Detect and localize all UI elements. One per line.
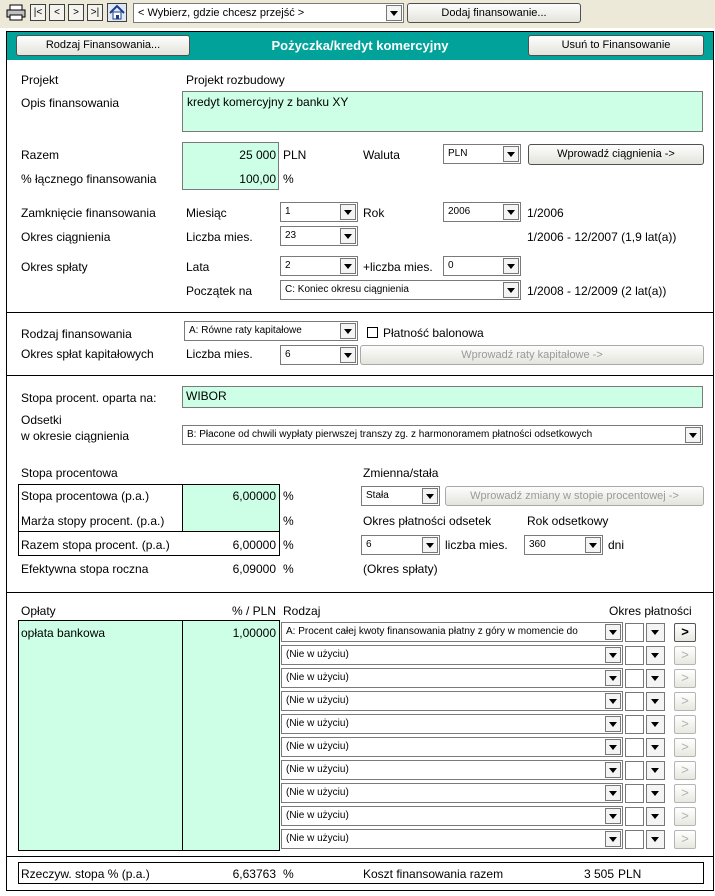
chevron-down-icon [340,347,356,363]
plus-months-label: +liczba mies. [363,260,433,274]
fee-period-dropdown[interactable] [646,830,665,849]
print-icon[interactable] [6,4,26,21]
total-rate-label: Razem stopa procent. (p.a.) [21,538,170,552]
month-label: Miesiąc [186,206,227,220]
fee-type-value: (Nie w użyciu) [286,741,349,752]
fee-period-field[interactable] [625,646,644,665]
balloon-label: Płatność balonowa [383,326,484,340]
fee-type-select[interactable] [281,691,623,711]
fee-type-select[interactable] [281,668,623,688]
fee-details-button[interactable]: > [674,807,696,826]
divider [18,531,280,532]
chevron-down-icon [503,258,519,274]
chevron-down-icon [585,537,601,553]
rate-unit: % [283,489,294,503]
chevron-down-icon [605,785,621,801]
fee-details-button[interactable]: > [674,646,696,665]
financing-type-button[interactable]: Rodzaj Finansowania... [16,35,190,56]
years-label: Lata [186,260,210,274]
chevron-down-icon [386,5,402,21]
margin-unit: % [283,514,294,528]
fee-type-value: (Nie w użyciu) [286,787,349,798]
draw-months-select[interactable]: 23 [280,226,358,246]
fees-header: Opłaty [21,604,56,618]
prev-record-button[interactable]: < [49,4,65,21]
margin-label: Marża stopy procent. (p.a.) [21,514,165,528]
interest-draw-select[interactable]: B: Płacone od chwili wypłaty pierwszej transzy zg. z harmonoramem płatności odsetkowych [182,425,703,445]
fee-type-select[interactable] [281,714,623,734]
chevron-down-icon [685,427,701,443]
project-value: Projekt rozbudowy [186,73,285,87]
fee-details-button[interactable]: > [674,784,696,803]
month-select[interactable]: 1 [280,202,358,222]
total-label: Razem [21,148,60,162]
chevron-down-icon [605,716,621,732]
enter-installments-button[interactable]: Wprowadź raty kapitałowe -> [360,345,704,365]
fee-details-button[interactable]: > [674,830,696,849]
fees-type-header: Rodzaj [283,604,321,618]
rate-basis-field[interactable]: WIBOR [182,386,703,408]
fee-period-dropdown[interactable] [646,784,665,803]
divider [7,856,713,857]
repay-years-select[interactable]: 2 [280,256,358,276]
repay-months-select[interactable]: 0 [443,256,521,276]
fee-name: opłata bankowa [21,626,106,640]
fee-type-value: (Nie w użyciu) [286,672,349,683]
chevron-down-icon [422,537,438,553]
real-rate-label: Rzeczyw. stopa % (p.a.) [21,867,150,881]
percent-financing-label: % łącznego finansowania [21,172,157,186]
year-label: Rok [363,206,385,220]
year-basis-label: Rok odsetkowy [527,514,609,528]
fee-period-dropdown[interactable] [646,623,665,642]
year-select[interactable]: 2006 [443,202,521,222]
fee-period-dropdown[interactable] [646,738,665,757]
total-value: 25 000 [239,148,276,162]
fee-period-dropdown[interactable] [646,646,665,665]
divider [182,620,183,851]
fee-type-select[interactable] [281,645,623,665]
fee-period-field[interactable] [625,623,644,642]
chevron-down-icon [605,670,621,686]
description-label: Opis finansowania [21,96,120,110]
draw-months-label: Liczba mies. [186,230,253,244]
interest-draw-label: w okresie ciągnienia [21,429,130,443]
divider [7,312,713,313]
currency-select[interactable]: PLN [443,144,521,164]
financing-type-select[interactable]: A: Równe raty kapitałowe [184,321,358,341]
page-title: Pożyczka/kredyt komercyjny [271,38,449,53]
interest-period-label: Okres płatności odsetek [363,514,492,528]
fees-table[interactable] [18,620,280,851]
capital-months-select[interactable]: 6 [280,345,358,365]
interest-period-select[interactable]: 6 [361,535,440,555]
real-rate-value: 6,63763 [232,867,276,881]
financing-type-label: Rodzaj finansowania [21,327,132,341]
first-record-button[interactable]: |< [30,4,46,21]
cost-value: 3 505 [583,867,614,881]
divider [7,375,713,376]
next-record-button[interactable]: > [68,4,84,21]
fee-type-select[interactable] [281,622,623,642]
close-result: 1/2006 [527,206,564,220]
fee-period-field[interactable] [625,807,644,826]
chevron-down-icon [605,831,621,847]
fee-type-select[interactable] [281,760,623,780]
fee-period-field[interactable] [625,692,644,711]
repay-period-note: (Okres spłaty) [363,562,438,576]
fee-details-button[interactable]: > [674,623,696,642]
fees-value-header: % / PLN [231,604,276,618]
fee-period-dropdown[interactable] [646,692,665,711]
days-label: dni [608,538,625,552]
rate-heading: Stopa procentowa [21,466,118,480]
variable-fixed-heading: Zmienna/stała [363,466,439,480]
fee-details-button[interactable]: > [674,715,696,734]
fee-period-field[interactable] [625,738,644,757]
fee-details-button[interactable]: > [674,669,696,688]
chevron-down-icon [605,739,621,755]
start-label: Początek na [186,284,253,298]
total-unit: PLN [283,148,307,162]
draw-result: 1/2006 - 12/2007 (1,9 lat(a)) [527,230,677,244]
chevron-down-icon [340,323,356,339]
cost-label: Koszt finansowania razem [363,867,504,881]
rate-value: 6,00000 [232,489,276,503]
effective-rate-value: 6,09000 [232,562,276,576]
interest-months-label: liczba mies. [445,538,508,552]
fee-type-value: (Nie w użyciu) [286,833,349,844]
last-record-button[interactable]: >| [87,4,103,21]
percent-financing-value: 100,00 [239,172,276,186]
fee-type-select[interactable] [281,783,623,803]
navigation-select[interactable]: < Wybierz, gdzie chcesz przejść > [133,3,404,23]
chevron-down-icon [340,258,356,274]
currency-label: Waluta [363,148,400,162]
close-financing-label: Zamknięcie finansowania [21,206,156,220]
fee-period-dropdown[interactable] [646,669,665,688]
repay-period-label: Okres spłaty [21,260,88,274]
top-toolbar [0,0,715,28]
fee-details-button[interactable]: > [674,738,696,757]
chevron-down-icon [605,762,621,778]
fee-period-field[interactable] [625,669,644,688]
interest-label: Odsetki [21,413,62,427]
effective-rate-unit: % [283,562,294,576]
start-select[interactable]: C: Koniec okresu ciągnienia [280,280,521,300]
project-label: Projekt [21,73,59,87]
chevron-down-icon [340,204,356,220]
chevron-down-icon [605,693,621,709]
total-rate-unit: % [283,538,294,552]
cost-unit: PLN [618,867,642,881]
chevron-down-icon [605,647,621,663]
fee-type-select[interactable] [281,806,623,826]
year-basis-select[interactable]: 360 [524,535,603,555]
balloon-checkbox[interactable] [367,327,378,338]
rate-label: Stopa procentowa (p.a.) [21,489,150,503]
delete-financing-button[interactable]: Usuń to Finansowanie [528,35,704,56]
capital-months-label: Liczba mies. [186,347,253,361]
repay-result: 1/2008 - 12/2009 (2 lat(a)) [527,284,667,298]
fees-period-header: Okres płatności [609,604,692,618]
fee-period-dropdown[interactable] [646,715,665,734]
fee-details-button[interactable]: > [674,692,696,711]
fee-type-value: (Nie w użyciu) [286,649,349,660]
capital-period-label: Okres spłat kapitałowych [21,347,154,361]
description-field[interactable]: kredyt komercyjny z banku XY [182,91,703,132]
effective-rate-label: Efektywna stopa roczna [21,562,149,576]
fee-period-field[interactable] [625,715,644,734]
fee-type-value: A: Procent całej kwoty finansowania płatny z góry w momencie do [286,626,578,637]
draw-period-label: Okres ciągnienia [21,230,111,244]
home-icon[interactable] [107,3,127,22]
fee-type-value: (Nie w użyciu) [286,810,349,821]
enter-draws-button[interactable]: Wprowadź ciągnienia -> [528,144,704,165]
chevron-down-icon [422,488,438,504]
fee-period-dropdown[interactable] [646,761,665,780]
chevron-down-icon [605,624,621,640]
fixed-variable-select[interactable]: Stała [361,486,440,506]
fee-period-field[interactable] [625,761,644,780]
chevron-down-icon [605,808,621,824]
fee-period-field[interactable] [625,784,644,803]
fee-type-select[interactable] [281,737,623,757]
chevron-down-icon [340,228,356,244]
percent-unit: % [283,172,294,186]
fee-period-field[interactable] [625,830,644,849]
rate-changes-button[interactable]: Wprowadź zmiany w stopie procentowej -> [445,486,704,506]
fee-type-value: (Nie w użyciu) [286,695,349,706]
fee-value: 1,00000 [232,626,276,640]
fee-details-button[interactable]: > [674,761,696,780]
chevron-down-icon [503,204,519,220]
fee-period-dropdown[interactable] [646,807,665,826]
divider [7,592,713,593]
fee-type-select[interactable] [281,829,623,849]
chevron-down-icon [503,146,519,162]
add-financing-button[interactable]: Dodaj finansowanie... [407,3,581,23]
real-rate-unit: % [283,867,294,881]
fee-type-value: (Nie w użyciu) [286,718,349,729]
total-rate-value: 6,00000 [232,538,276,552]
fee-type-value: (Nie w użyciu) [286,764,349,775]
chevron-down-icon [503,282,519,298]
rate-basis-label: Stopa procent. oparta na: [21,391,157,405]
